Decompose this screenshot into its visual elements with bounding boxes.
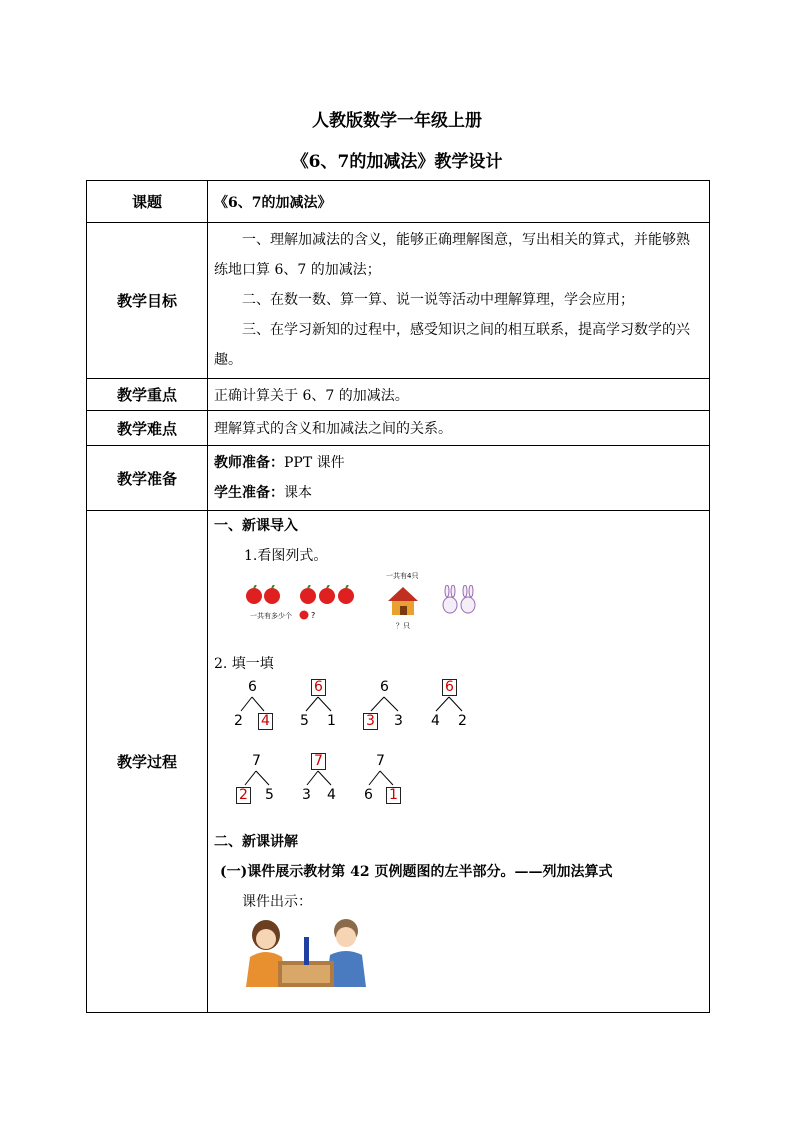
row-key <box>87 379 710 411</box>
bond1-top: 6 <box>248 679 257 695</box>
bond3-top: 6 <box>380 679 389 695</box>
row-topic <box>87 181 710 223</box>
bond1-left: 2 <box>234 713 243 729</box>
process-label: 教学过程 <box>87 511 208 1013</box>
rabbit-caption-top: 一共有4只 <box>386 572 419 580</box>
goal-item-1: 一、理解加减法的含义，能够正确理解图意，写出相关的算式，并能够熟练地口算 6、7 的加减法； <box>214 232 690 278</box>
key-label: 教学重点 <box>87 379 208 411</box>
bond4-right: 2 <box>458 713 467 729</box>
intro-pictures: 一共有多少个 ? 一共有4只 ？只 <box>214 571 703 635</box>
bond1-right-answer: 4 <box>258 713 273 730</box>
bond7-left: 6 <box>364 787 373 803</box>
bond3-left-answer: 3 <box>363 713 378 730</box>
step-look-and-write: 1.看图列式。 <box>244 548 328 564</box>
house-icon <box>386 585 420 617</box>
bond5-right: 5 <box>265 787 274 803</box>
apple-group-2-icon <box>244 585 284 605</box>
rabbits-icon <box>440 585 480 615</box>
sub-section-1: (一)课件展示教材第 42 页例题图的左半部分。——列加法算式 <box>220 864 613 880</box>
apple-group-3-icon <box>298 585 360 605</box>
row-prep <box>87 446 710 511</box>
lesson-plan-table <box>86 180 710 1013</box>
goal-item-2: 二、在数一数、算一算、说一说等活动中理解算理，学会应用； <box>242 292 634 308</box>
bond4-left: 4 <box>431 713 440 729</box>
section-lesson-heading: 二、新课讲解 <box>214 834 298 850</box>
teacher-prep-value: PPT 课件 <box>284 455 345 471</box>
prep-label: 教学准备 <box>87 446 208 511</box>
topic-value: 《6、7的加减法》 <box>208 181 710 223</box>
children-counting-illustration <box>242 917 372 989</box>
courseware-shows: 课件出示： <box>242 894 312 910</box>
bond2-right: 1 <box>327 713 336 729</box>
goals-value <box>208 223 710 379</box>
bond2-left: 5 <box>300 713 309 729</box>
bond6-top-answer: 7 <box>311 753 326 770</box>
bond3-right: 3 <box>394 713 403 729</box>
key-value: 正确计算关于 6、7 的加减法。 <box>208 379 710 411</box>
bond7-right-answer: 1 <box>386 787 401 804</box>
section-intro-heading: 一、新课导入 <box>214 518 298 534</box>
row-difficulty <box>87 411 710 446</box>
doc-title-line2: 《6、7的加减法》教学设计 <box>291 152 503 172</box>
bond6-left: 3 <box>302 787 311 803</box>
row-goals <box>87 223 710 379</box>
doc-title-line1: 人教版数学一年级上册 <box>312 111 482 131</box>
student-prep-label: 学生准备： <box>214 485 284 501</box>
small-apple-icon <box>298 610 310 620</box>
step-fill-in: 2. 填一填 <box>214 656 274 672</box>
bond7-top: 7 <box>376 753 385 769</box>
goal-item-3: 三、在学习新知的过程中，感受知识之间的相互联系，提高学习数学的兴趣。 <box>214 322 690 368</box>
bond5-top: 7 <box>252 753 261 769</box>
apple-caption: 一共有多少个 <box>250 612 292 620</box>
bond4-top-answer: 6 <box>442 679 457 696</box>
difficulty-label: 教学难点 <box>87 411 208 446</box>
student-prep-value: 课本 <box>284 485 312 501</box>
difficulty-value: 理解算式的含义和加减法之间的关系。 <box>208 411 710 446</box>
bond6-right: 4 <box>327 787 336 803</box>
process-value <box>208 511 710 1013</box>
rabbit-caption-bottom: ？只 <box>396 622 410 630</box>
prep-value <box>208 446 710 511</box>
bond5-left-answer: 2 <box>236 787 251 804</box>
topic-label: 课题 <box>87 181 208 223</box>
number-bond-trees <box>214 679 703 819</box>
goals-label: 教学目标 <box>87 223 208 379</box>
row-process <box>87 511 710 1013</box>
teacher-prep-label: 教师准备： <box>214 455 284 471</box>
bond2-top-answer: 6 <box>311 679 326 696</box>
